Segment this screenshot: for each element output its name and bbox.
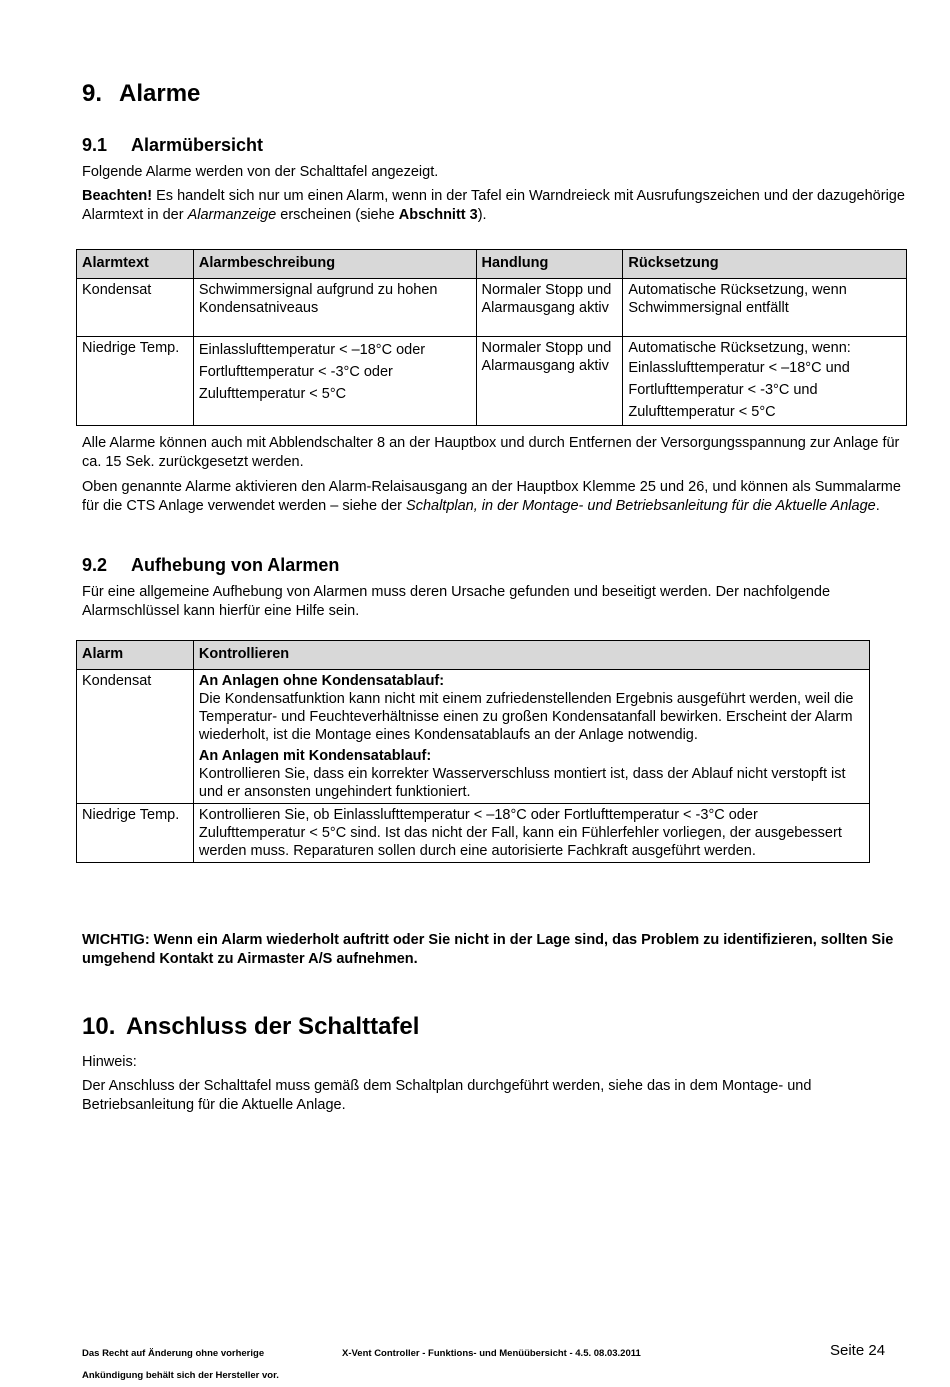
relay-paragraph (82, 478, 912, 516)
relay-italic: Schaltplan, in der Montage- und Betriebsanleitung für die Aktuelle Anlage (406, 498, 876, 514)
subsection-number: 9.1 (82, 135, 108, 155)
hint-label: Hinweis: (82, 1054, 137, 1070)
cell-line: Zulufttemperatur < 5°C (628, 404, 776, 420)
table-cell: Schwimmersignal aufgrund zu hohen Kondensatniveaus (193, 279, 476, 337)
section-heading (82, 80, 200, 108)
subsection-heading (82, 135, 263, 156)
table-cell: Kondensat (77, 279, 194, 337)
table-cell: Automatische Rücksetzung, wenn Schwimmersignal entfällt (623, 279, 907, 337)
note-text: ). (477, 207, 487, 223)
cell-line: Einlasslufttemperatur < –18°C oder (198, 342, 426, 358)
column-header: Handlung (476, 250, 623, 279)
section-number: 10. (82, 1013, 116, 1040)
cell-line: Automatische Rücksetzung, wenn: (628, 340, 851, 356)
table-cell: Kondensat (77, 670, 194, 804)
note-label: Beachten! (82, 188, 153, 204)
column-header: Alarmtext (77, 250, 194, 279)
table-row (77, 670, 870, 804)
warning-paragraph: WICHTIG: Wenn ein Alarm wiederholt auftritt oder Sie nicht in der Lage sind, das Problem zu identifizieren, sollten Sie umgehend Kontakt zu Airmaster A/S aufnehmen. (82, 932, 894, 967)
table-row (77, 337, 907, 426)
reset-paragraph: Alle Alarme können auch mit Abblendschalter 8 an der Hauptbox und durch Entfernen der Versorgungsspannung zur Anlage für ca. 15 Sek. zurückgesetzt werden. (82, 435, 900, 470)
table-cell: Niedrige Temp. (77, 804, 194, 863)
table-header-row (77, 250, 907, 279)
subsection-heading (82, 555, 339, 576)
relay-text: Oben genannte Alarme aktivieren den Alarm-Relaisausgang an der Hauptbox Klemme 25 und 26, und können als Summalarme für die CTS Anlage verwendet werden – siehe der (82, 479, 901, 514)
subsection-title: Alarmübersicht (131, 135, 264, 155)
footer-document-title: X-Vent Controller - Funktions- und Menüübersicht - 4.5. 08.03.2011 (342, 1348, 641, 1359)
table-cell: Niedrige Temp. (77, 337, 194, 426)
table-cell (623, 337, 907, 426)
section-heading (82, 1013, 419, 1041)
note-text: erscheinen (siehe (276, 207, 399, 223)
cell-line: Fortlufttemperatur < -3°C und (628, 382, 818, 398)
section-title: Anschluss der Schalttafel (126, 1013, 420, 1040)
cell-line: Fortlufttemperatur < -3°C oder (198, 364, 393, 380)
column-header: Alarmbeschreibung (193, 250, 476, 279)
table-header-row (77, 641, 870, 670)
intro-paragraph: Folgende Alarme werden von der Schalttafel angezeigt. (82, 164, 439, 180)
note-text: Es handelt sich nur um einen Alarm, wenn in der Tafel ein Warndreieck mit Ausrufungszeichen und der dazugehörige Alarmtext in der (82, 188, 905, 223)
cell-line: Einlasslufttemperatur < –18°C und (628, 360, 850, 376)
table-cell: Normaler Stopp und Alarmausgang aktiv (476, 337, 623, 426)
table-cell: Normaler Stopp und Alarmausgang aktiv (476, 279, 623, 337)
subsection-title: Aufhebung von Alarmen (131, 555, 340, 575)
alarm-overview-table (76, 249, 907, 426)
cell-line: Zulufttemperatur < 5°C (198, 386, 347, 402)
table-cell: Kontrollieren Sie, ob Einlasslufttemperatur < –18°C oder Fortlufttemperatur < -3°C oder Zulufttemperatur < 5°C sind. Ist das nicht der Fall, kann ein Fühlerfehler vorliegen, der ausgebessert werden muss. Reparaturen sollen durch eine autorisierte Fachkraft ausgeführt werden. (193, 804, 869, 863)
subsection-number: 9.2 (82, 555, 108, 575)
note-paragraph (82, 187, 912, 225)
cell-text: Die Kondensatfunktion kann nicht mit einem zufriedenstellenden Ergebnis ausgeführt werden, weil die Temperatur- und Feuchteverhältnisse einen zu großen Kondensatanfall bewirken. Erscheint der Alarm wiederholt, ist die Montage eines Kondensatablaufs an der Anlage notwendig. (198, 691, 854, 743)
alarm-check-table (76, 640, 870, 863)
connection-paragraph: Der Anschluss der Schalttafel muss gemäß dem Schaltplan durchgeführt werden, siehe das in dem Montage- und Betriebsanleitung für die Aktuelle Anlage. (82, 1078, 812, 1113)
page-number: Seite 24 (830, 1342, 886, 1359)
footer-line: Ankündigung behält sich der Hersteller vor. (82, 1370, 279, 1381)
column-header: Rücksetzung (623, 250, 907, 279)
note-italic: Alarmanzeige (187, 207, 277, 223)
table-cell (193, 337, 476, 426)
section-title: Alarme (119, 80, 201, 107)
cell-subheading: An Anlagen ohne Kondensatablauf: (198, 673, 445, 689)
column-header: Alarm (77, 641, 194, 670)
table-row (77, 804, 870, 863)
table-row (77, 279, 907, 337)
cell-subheading: An Anlagen mit Kondensatablauf: (198, 748, 432, 764)
section-number: 9. (82, 80, 103, 107)
column-header: Kontrollieren (193, 641, 869, 670)
table-cell (193, 670, 869, 804)
cell-text: Kontrollieren Sie, dass ein korrekter Wasserverschluss montiert ist, dass der Ablauf nicht verstopft ist und er ansonsten ungehindert funktioniert. (198, 766, 846, 800)
intro-paragraph: Für eine allgemeine Aufhebung von Alarmen muss deren Ursache gefunden und beseitigt werden. Der nachfolgende Alarmschlüssel kann hierfür eine Hilfe sein. (82, 584, 831, 619)
footer-line: Das Recht auf Änderung ohne vorherige (82, 1348, 265, 1359)
relay-end: . (875, 498, 880, 514)
note-reference: Abschnitt 3 (398, 207, 478, 223)
footer-disclaimer (82, 1343, 279, 1387)
